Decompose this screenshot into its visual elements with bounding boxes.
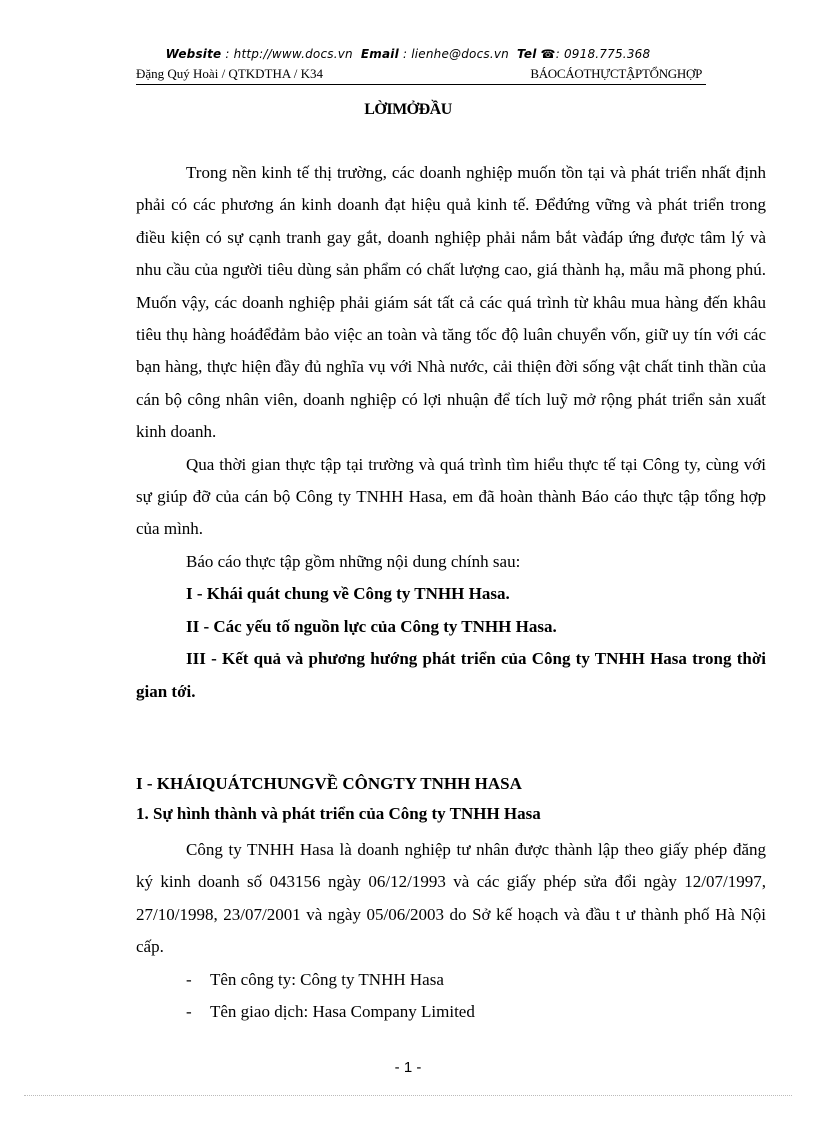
content-item-2: II - Các yếu tố nguồn lực của Công ty TNHH Hasa.	[186, 616, 557, 636]
trade-name-item: Tên giao dịch: Hasa Company Limited	[210, 1002, 475, 1022]
intro-paragraph-3: Báo cáo thực tập gồm những nội dung chính sau:	[186, 551, 521, 571]
page-number: - 1 -	[394, 1059, 422, 1076]
running-header	[136, 66, 706, 85]
subsection-heading: 1. Sự hình thành và phát triển của Công ty TNHH Hasa	[136, 804, 541, 823]
email-value: : lienhe@docs.vn	[402, 47, 509, 61]
email-label: Email	[360, 47, 399, 61]
contact-line	[0, 47, 816, 61]
page-divider	[24, 1095, 792, 1096]
section-body	[136, 834, 766, 1028]
website-label: Website	[165, 47, 222, 61]
phone-icon: ☎	[540, 47, 556, 61]
tel-label: Tel	[517, 47, 537, 61]
content-item-1: I - Khái quát chung về Công ty TNHH Hasa.	[186, 584, 510, 604]
tel-value: : 0918.775.368	[555, 47, 651, 61]
bullet-dash: -	[186, 969, 192, 989]
page-title: LỜIMỞĐẦU	[364, 101, 452, 118]
report-label: BÁOCÁOTHỰCTẬPTỔNGHỢP	[530, 66, 702, 81]
section-paragraph-1: Công ty TNHH Hasa là doanh nghiệp tư nhân được thành lập theo giấy phép đăng ký kinh doanh số 043156 ngày 06/12/1993 và các giấy phép sửa đổi ngày 12/07/1997, 27/10/1998, 23/07/2001 và ngày 05/06/2003 do Sở kế hoạch và đầu t ư thành phố Hà Nội cấp.	[136, 840, 766, 957]
section-heading: I - KHÁIQUÁTCHUNGVỀ CÔNGTY TNHH HASA	[136, 774, 522, 793]
intro-paragraph-1: Trong nền kinh tế thị trường, các doanh nghiệp muốn tồn tại và phát triển nhất định phải có các phương án kinh doanh đạt hiệu quả kinh tế. Đểđứng vững và phát triển trong điều kiện có sự cạnh tranh gay gắt, doanh nghiệp phải nắm bắt vàđáp ứng được tâm lý và nhu cầu của người tiêu dùng sản phẩm có chất lượng cao, giá thành hạ, mẫu mã phong phú. Muốn vậy, các doanh nghiệp phải giám sát tất cả các quá trình từ khâu mua hàng đến khâu tiêu thụ hàng hoáđểđảm bảo việc an toàn và tăng tốc độ luân chuyển vốn, giữ uy tín với các bạn hàng, thực hiện đầy đủ nghĩa vụ với Nhà nước, cải thiện đời sống vật chất tinh thần của cán bộ công nhân viên, doanh nghiệp có lợi nhuận để tích luỹ mở rộng phát triển sản xuất kinh doanh.	[136, 163, 766, 442]
list-item	[136, 996, 766, 1028]
intro-section	[136, 157, 766, 708]
bullet-dash: -	[186, 1002, 192, 1022]
content-item-3: III - Kết quả và phương hướng phát triển của Công ty TNHH Hasa trong thời gian tới.	[136, 649, 766, 701]
list-item	[136, 964, 766, 996]
website-value: : http://www.docs.vn	[225, 47, 353, 61]
author-line: Đặng Quý Hoài / QTKDTHA / K34	[136, 66, 324, 81]
intro-paragraph-2: Qua thời gian thực tập tại trường và quá trình tìm hiểu thực tế tại Công ty, cùng với sự giúp đỡ của cán bộ Công ty TNHH Hasa, em đã hoàn thành Báo cáo thực tập tổng hợp của mình.	[136, 454, 766, 539]
company-name-item: Tên công ty: Công ty TNHH Hasa	[210, 969, 444, 989]
